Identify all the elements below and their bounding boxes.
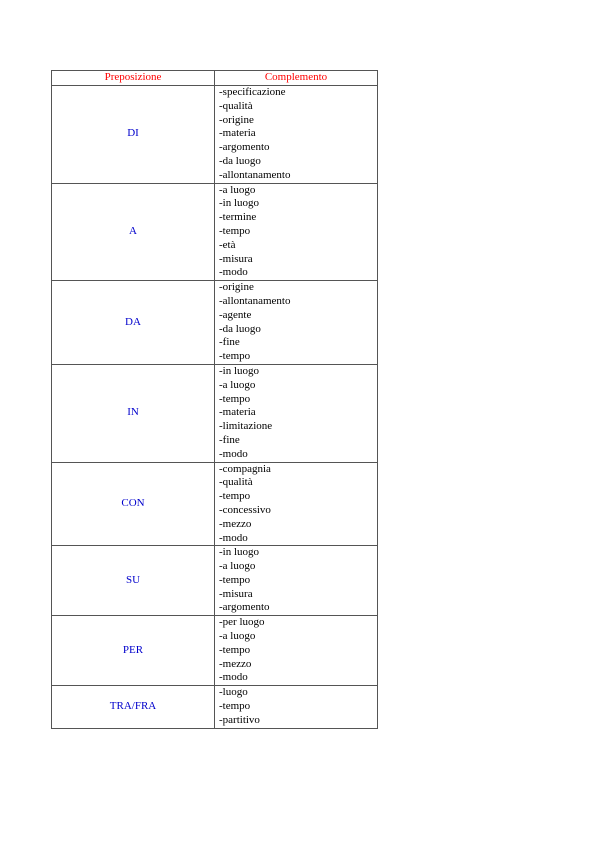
complement-item: -età (219, 238, 236, 251)
complement-item: -origine (219, 281, 254, 294)
complement-item: -da luogo (219, 154, 261, 167)
complement-item: -qualità (219, 476, 253, 489)
preposition-cell: CON (52, 462, 215, 546)
preposition-cell: IN (52, 364, 215, 462)
complement-item: -modo (219, 447, 248, 460)
complement-cell (215, 686, 378, 728)
preposition-cell: A (52, 183, 215, 281)
preposition-cell: SU (52, 546, 215, 616)
complement-item: -allontanamento (219, 168, 291, 181)
complement-item: -origine (219, 113, 254, 126)
preposition-cell: DA (52, 281, 215, 365)
complement-cell (215, 364, 378, 462)
complement-item: -mezzo (219, 517, 252, 530)
complement-item: -fine (219, 336, 240, 349)
complement-item: -argomento (219, 601, 270, 614)
complement-cell (215, 616, 378, 686)
complement-item: -misura (219, 587, 253, 600)
header-preposition: Preposizione (52, 71, 215, 86)
complement-item: -tempo (219, 573, 251, 586)
complement-item: -tempo (219, 350, 251, 363)
complement-item: -a luogo (219, 378, 256, 391)
preposition-cell: PER (52, 616, 215, 686)
complement-item: -agente (219, 308, 252, 321)
complement-cell (215, 183, 378, 281)
complement-item: -misura (219, 252, 253, 265)
complement-item: -luogo (219, 686, 248, 699)
complement-item: -da luogo (219, 322, 261, 335)
complement-item: -in luogo (219, 546, 260, 559)
preposition-cell: TRA/FRA (52, 686, 215, 728)
header-row (52, 71, 378, 86)
complement-item: -termine (219, 211, 257, 224)
complement-item: -modo (219, 671, 248, 684)
complement-item: -qualità (219, 99, 253, 112)
header-complement: Complemento (215, 71, 378, 86)
table-row (52, 616, 378, 686)
complement-item: -allontanamento (219, 294, 291, 307)
complement-item: -tempo (219, 700, 251, 713)
table-row (52, 364, 378, 462)
complement-item: -concessivo (219, 503, 271, 516)
complement-item: -partitivo (219, 713, 260, 726)
complement-item: -in luogo (219, 364, 260, 377)
complement-item: -tempo (219, 224, 251, 237)
complement-item: -modo (219, 531, 248, 544)
complement-item: -a luogo (219, 630, 256, 643)
complement-item: -mezzo (219, 657, 252, 670)
complement-item: -fine (219, 433, 240, 446)
preposition-table (51, 70, 378, 729)
complement-item: -tempo (219, 490, 251, 503)
table-row (52, 281, 378, 365)
preposition-cell: DI (52, 86, 215, 184)
table-header (52, 71, 378, 86)
complement-item: -tempo (219, 392, 251, 405)
table-row (52, 183, 378, 281)
complement-item: -tempo (219, 643, 251, 656)
complement-item: -specificazione (219, 86, 286, 98)
complement-item: -materia (219, 406, 256, 419)
complement-cell (215, 86, 378, 184)
complement-item: -in luogo (219, 197, 260, 210)
complement-cell (215, 462, 378, 546)
complement-item: -limitazione (219, 420, 273, 433)
table-row (52, 686, 378, 728)
table-row (52, 86, 378, 184)
complement-item: -materia (219, 127, 256, 140)
complement-item: -a luogo (219, 560, 256, 573)
complement-item: -argomento (219, 141, 270, 154)
table-body (52, 86, 378, 729)
complement-cell (215, 546, 378, 616)
complement-cell (215, 281, 378, 365)
complement-item: -compagnia (219, 462, 271, 475)
table-row (52, 462, 378, 546)
table-row (52, 546, 378, 616)
complement-item: -a luogo (219, 183, 256, 196)
complement-item: -per luogo (219, 616, 265, 629)
complement-item: -modo (219, 266, 248, 279)
